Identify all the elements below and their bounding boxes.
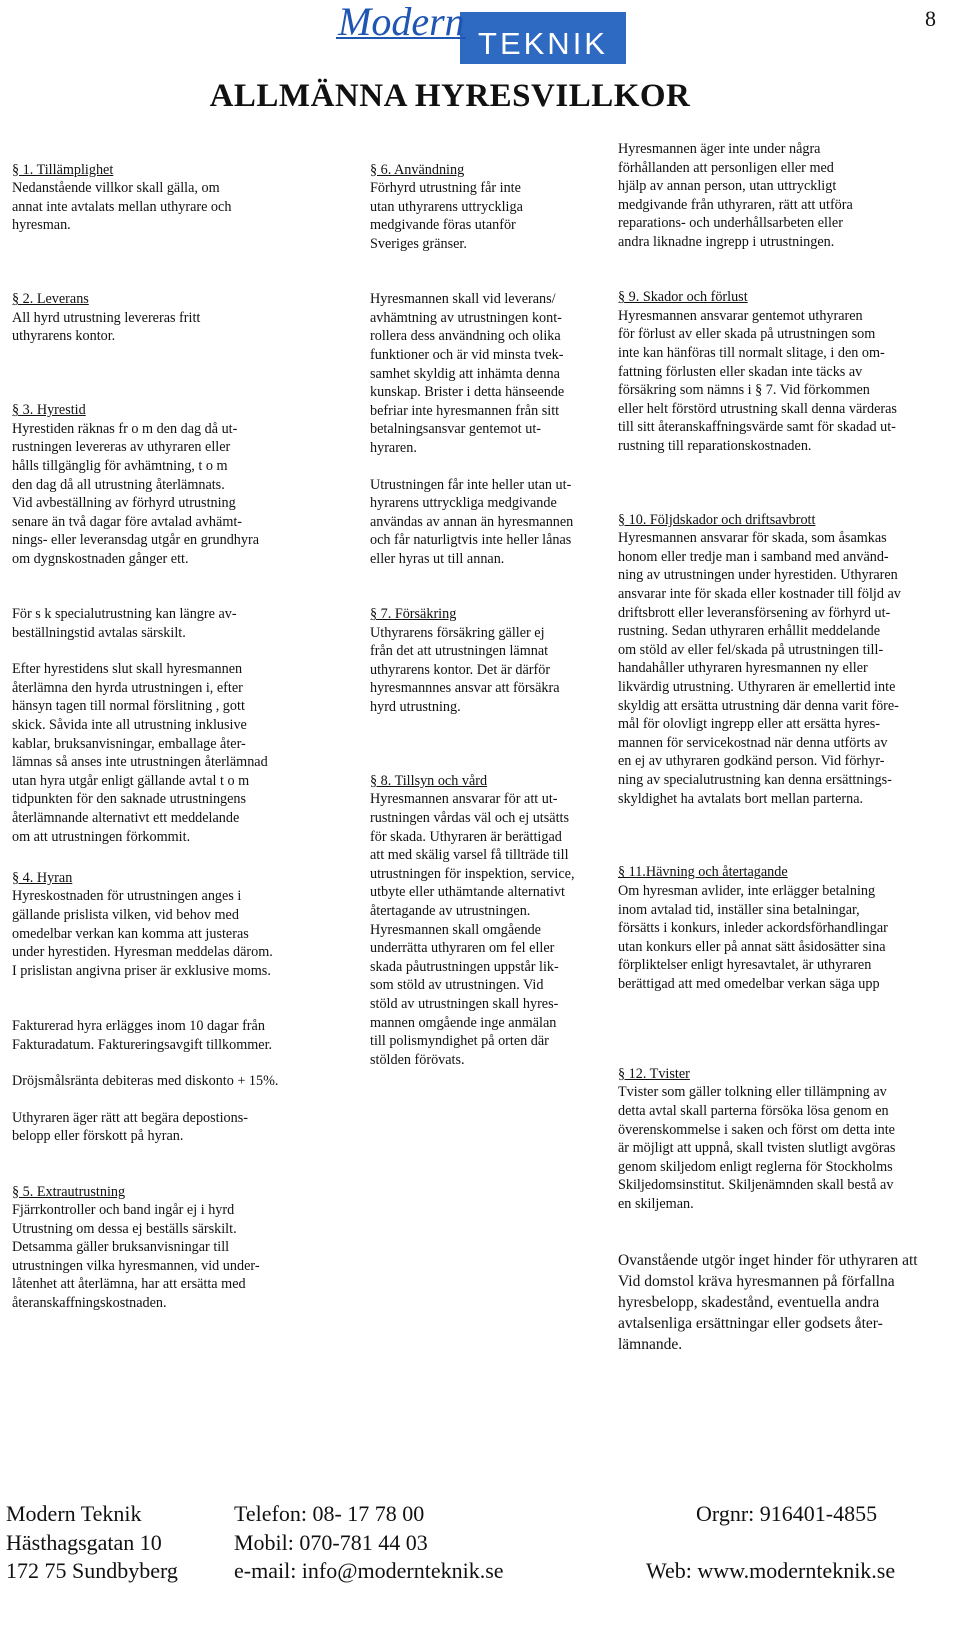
section-4-heading: § 4. Hyran [12, 869, 73, 886]
section-10-body: Hyresmannen ansvarar för skada, som åsamkas honom eller tredje man i samband med använd- ning av utrustningen under hyrestiden. Uthyraren ansvarar inte för skada eller kostnader till följd av driftsbrott eller leveransförsening av förhyrd ut- rustning. Sedan uthyraren erhållit meddelande om stöld av eller fel/skada på utrustningen till- handahåller uthyraren hyresmannen ny eller likvärdig utrustning. Uthyraren är emellertid inte skyldig att ersätta utrustning där denna varit före- mål för olovligt ingrepp eller att ersätta hyres- mannen för servicekostnad när denna utförts av en ej av uthyraren godkänd person. Vid förhyr- ning av specialutrustning kan denna ersättnings- skyldighet ha avtalats bort mellan parterna. [618, 530, 901, 807]
section-2-body: All hyrd utrustning levereras fritt uthyrarens kontor. [12, 309, 201, 345]
section-11-heading: § 11.Hävning och återtagande [618, 864, 788, 881]
column-3 [618, 140, 948, 1373]
section-12 [618, 1046, 948, 1232]
footer-address [6, 1500, 178, 1586]
footer-street: Hästhagsgatan 10 [6, 1529, 162, 1555]
section-4 [12, 850, 334, 999]
section-3-paragraph-3: Efter hyrestidens slut skall hyresmannen återlämna den hyrda utrustningen i, efter hänsyn tagen till normal förslitning , gott skick. Såvida inte all utrustning inklusive kablar, bruksanvisningar, emballage åter- lämnas så anses inte utrustningen återlämnad utan hyra utgår enligt gällande avtal t o m tidpunkten för den saknade utrustningens återlämnande alternativt ett meddelande om att utrustningen förkommit. [12, 661, 268, 845]
column-1 [12, 142, 334, 1349]
section-4-paragraph-2: Fakturerad hyra erlägges inom 10 dagar från Fakturadatum. Faktureringsavgift tillkommer. [12, 1017, 273, 1053]
section-3-paragraph-2: För s k specialutrustning kan längre av- beställningstid avtalas särskilt. [12, 606, 237, 641]
footer-mobile: Mobil: 070-781 44 03 [234, 1529, 428, 1555]
company-logo [336, 0, 626, 64]
section-3-heading: § 3. Hyrestid [12, 402, 86, 419]
section-1-body: Nedanstående villkor skall gälla, om annat inte avtalats mellan uthyrare och hyresman. [12, 180, 232, 234]
section-3-body: Hyrestiden räknas fr o m den dag då ut- rustningen levereras av uthyraren eller hålls tillgänglig för avhämtning, t o m den dag då all utrustning återlämnats. Vid avbeställning av förhyrd utrustning senare än två dagar före avtalad avhämt- nings- eller leveransdag utgår en grundhyra om dygnskostnaden gånger ett. [12, 420, 260, 567]
section-1 [12, 142, 334, 254]
footer-email[interactable]: e-mail: info@modernteknik.se [234, 1558, 504, 1583]
section-10-heading: § 10. Följdskador och driftsavbrott [618, 511, 816, 528]
section-5-body: Fjärrkontroller och band ingår ej i hyrd Utrustning om dessa ej beställs särskilt. Detsamma gäller bruksanvisningar till utrustningen vilka hyresmannen, vid under- låtenhet att återlämna, har att ersätta med återanskaffningskostnaden. [12, 1202, 260, 1312]
section-12-heading: § 12. Tvister [618, 1065, 690, 1082]
section-2-heading: § 2. Leverans [12, 291, 89, 308]
section-12-paragraph-2: Ovanstående utgör inget hinder för uthyraren att Vid domstol kräva hyresmannen på förfallna hyresbelopp, skadestånd, eventuella andra avtalsenliga ersättningar eller godsets åter- lämnande. [618, 1252, 918, 1354]
footer-phone: Telefon: 08- 17 78 00 [234, 1501, 425, 1526]
section-8 [370, 753, 610, 1088]
section-11 [618, 845, 948, 1012]
footer-org-number: Orgnr: 916401-4855 [696, 1501, 878, 1526]
section-4-paragraph-3: Dröjsmålsränta debiteras med diskonto + 15%. [12, 1073, 279, 1090]
section-11-body: Om hyresman avlider, inte erlägger betalning inom avtalad tid, inställer sina betalningar, försätts i konkurs, inleder ackordsförhandlingar utan konkurs eller på annat sätt åsidosätter sina förpliktelser enligt hyresavtalet, är uthyraren berättigad att med omedelbar verkan säga upp [618, 882, 888, 992]
section-6-body: Förhyrd utrustning får inte utan uthyrarens uttryckliga medgivande föras utanför Sveriges gränser. [370, 180, 523, 252]
section-8-continued: Hyresmannen äger inte under några förhållanden att personligen eller med hjälp av annan person, utan uttryckligt medgivande från uthyraren, rätt att utföra reparations- och underhållsarbeten eller andra liknadne ingrepp i utrustningen. [618, 141, 853, 250]
section-9 [618, 270, 948, 475]
footer-company: Modern Teknik [6, 1501, 142, 1526]
footer-website[interactable]: Web: www.modernteknik.se [646, 1558, 896, 1583]
section-7-heading: § 7. Försäkring [370, 606, 457, 623]
section-2 [12, 272, 334, 365]
page-number: 8 [925, 6, 936, 31]
section-6 [370, 142, 610, 272]
section-6-paragraph-3: Utrustningen får inte heller utan ut- hyrarens uttryckliga medgivande användas av annan än hyresmannen och får naturligtvis inte heller lånas eller hyras ut till annan. [370, 476, 574, 567]
section-6-heading: § 6. Användning [370, 161, 465, 178]
footer-city: 172 75 Sundbyberg [6, 1558, 178, 1583]
section-4-paragraph-4: Uthyraren äger rätt att begära depostions- belopp eller förskott på hyran. [12, 1109, 248, 1145]
footer-contact [234, 1500, 504, 1586]
section-8-body: Hyresmannen ansvarar för att ut- rustningen vårdas väl och ej utsätts för skada. Uthyraren är berättigad att med skälig varsel få tillträde till utrustningen för inspektion, service, utbyte eller uthämtande alternativt återtagande av utrustningen. Hyresmannen skall omgående underrätta uthyraren om fel eller skada påutrustningen uppstår lik- som stöld av utrustningen. Vid stöld av utrustningen skall hyres- mannen omgående inge anmälan till polismyndighet på orten där stölden förövats. [370, 791, 575, 1068]
section-10 [618, 492, 948, 827]
section-5 [12, 1164, 334, 1331]
section-1-heading: § 1. Tillämplighet [12, 161, 114, 178]
column-2 [370, 142, 610, 1106]
section-7 [370, 586, 610, 735]
document-title: ALLMÄNNA HYRESVILLKOR [209, 78, 691, 114]
section-12-body: Tvister som gäller tolkning eller tillämpning av detta avtal skall parterna försöka lösa genom en överenskommelse i saken och först om detta inte är möjligt att uppnå, skall tvisten slutligt avgöras genom skiljedom enligt reglerna för Stockholms Skiljedomsinstitut. Skiljenämnden skall bestå av en skiljeman. [618, 1084, 896, 1212]
logo-word-modern: Modern [338, 0, 465, 44]
section-3 [12, 383, 334, 588]
section-5-heading: § 5. Extrautrustning [12, 1183, 126, 1200]
logo-word-teknik: TEKNIK [478, 26, 608, 61]
section-8-heading: § 8. Tillsyn och vård [370, 772, 488, 789]
section-9-body: Hyresmannen ansvarar gentemot uthyraren för förlust av eller skada på utrustningen som inte kan hänföras till normalt slitage, i den om- fattning förlusten eller skadan inte täcks av försäkring som nämns i § 7. Vid förkommen eller helt förstörd utrustning skall denna värderas till sitt återanskaffningsvärde samt för skadad ut- rustning till reparationskostnaden. [618, 307, 897, 454]
section-6-paragraph-2: Hyresmannen skall vid leverans/ avhämtning av utrustningen kont- rollera dess användning och olika funktioner och är vid minsta tvek- samhet skyldig att inhämta denna kunskap. Brister i detta hänseende befriar inte hyresmannen från sitt betalningsansvar gentemot ut- hyraren. [370, 291, 565, 456]
section-9-heading: § 9. Skador och förlust [618, 289, 748, 306]
section-4-body: Hyreskostnaden för utrustningen anges i gällande prislista vilken, vid behov med omedelbar verkan kan komma att justeras under hyrestiden. Hyresman meddelas därom. I prislistan angivna priser är exklusive moms. [12, 888, 273, 979]
section-7-body: Uthyrarens försäkring gäller ej från det att utrustningen lämnat uthyrarens kontor. Det är därför hyresmannnes ansvar att försäkra hyrd utrustning. [370, 624, 560, 716]
